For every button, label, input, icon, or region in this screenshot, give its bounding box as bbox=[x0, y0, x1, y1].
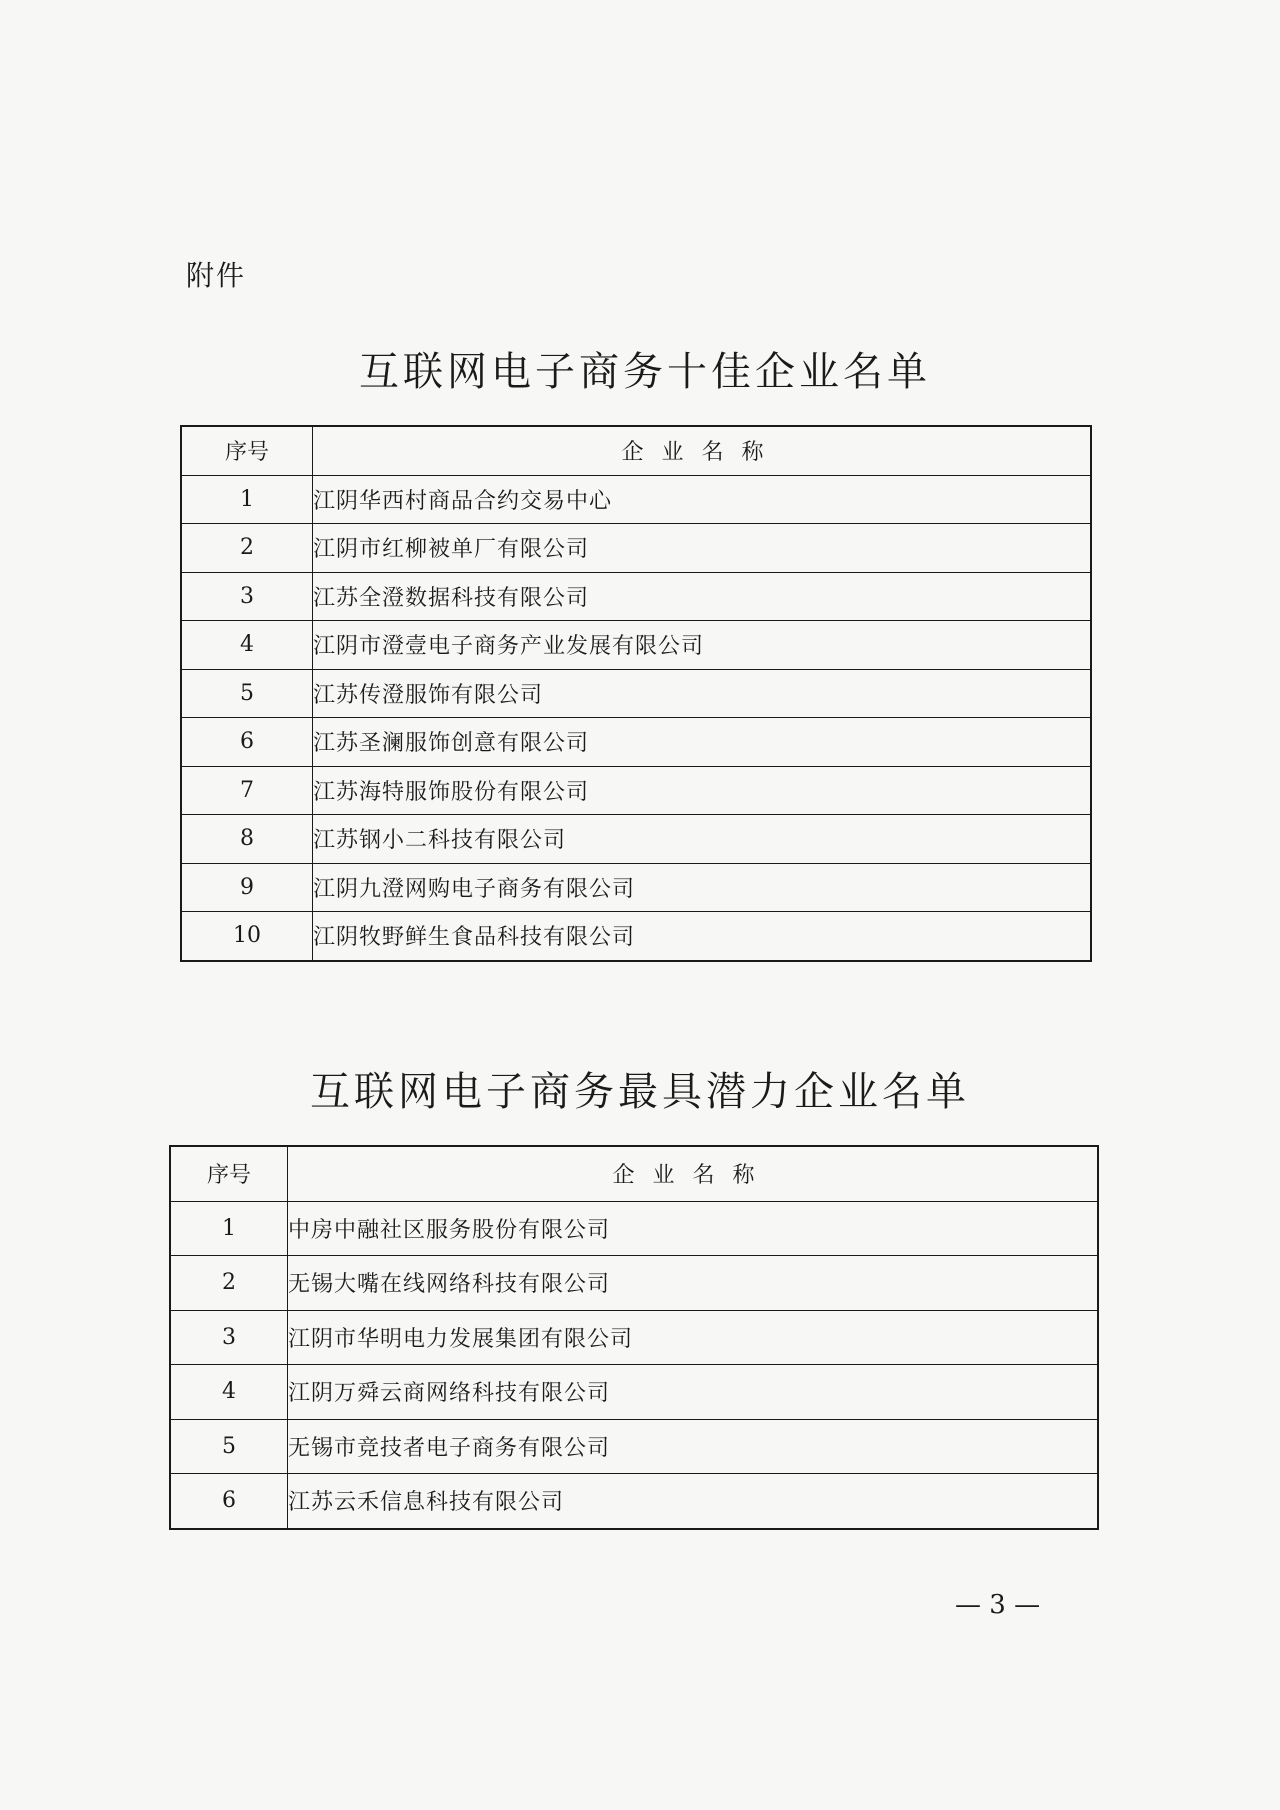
row-number: 4 bbox=[170, 1365, 288, 1420]
table-row bbox=[181, 475, 1091, 524]
company-name: 江阴万舜云商网络科技有限公司 bbox=[288, 1365, 1099, 1420]
company-name: 江苏圣澜服饰创意有限公司 bbox=[313, 718, 1092, 767]
table-row bbox=[181, 718, 1091, 767]
header-name: 企业名称 bbox=[288, 1146, 1099, 1201]
company-name: 无锡市竞技者电子商务有限公司 bbox=[288, 1419, 1099, 1474]
row-number: 8 bbox=[181, 815, 313, 864]
row-number: 1 bbox=[181, 475, 313, 524]
row-number: 3 bbox=[170, 1310, 288, 1365]
table-row bbox=[170, 1310, 1098, 1365]
company-name: 江阴牧野鲜生食品科技有限公司 bbox=[313, 912, 1092, 961]
section2-title: 互联网电子商务最具潜力企业名单 bbox=[310, 1069, 970, 1115]
table-row bbox=[170, 1474, 1098, 1529]
company-name: 江阴华西村商品合约交易中心 bbox=[313, 475, 1092, 524]
row-number: 1 bbox=[170, 1201, 288, 1256]
table-row bbox=[181, 912, 1091, 961]
table-row bbox=[181, 766, 1091, 815]
header-no: 序号 bbox=[170, 1146, 288, 1201]
company-name: 江苏云禾信息科技有限公司 bbox=[288, 1474, 1099, 1529]
header-name: 企业名称 bbox=[313, 426, 1092, 475]
section1-table bbox=[180, 425, 1092, 962]
table-row bbox=[170, 1256, 1098, 1311]
company-name: 江阴九澄网购电子商务有限公司 bbox=[313, 863, 1092, 912]
table-row bbox=[170, 1419, 1098, 1474]
table-row bbox=[170, 1365, 1098, 1420]
page-number: — 3 — bbox=[955, 1590, 1041, 1620]
header-no: 序号 bbox=[181, 426, 313, 475]
company-name: 无锡大嘴在线网络科技有限公司 bbox=[288, 1256, 1099, 1311]
company-name: 江阴市红柳被单厂有限公司 bbox=[313, 524, 1092, 573]
table-row bbox=[181, 524, 1091, 573]
row-number: 6 bbox=[170, 1474, 288, 1529]
table-header-row bbox=[181, 426, 1091, 475]
row-number: 10 bbox=[181, 912, 313, 961]
company-name: 江苏传澄服饰有限公司 bbox=[313, 669, 1092, 718]
company-name: 江阴市华明电力发展集团有限公司 bbox=[288, 1310, 1099, 1365]
company-name: 江苏钢小二科技有限公司 bbox=[313, 815, 1092, 864]
company-name: 江苏海特服饰股份有限公司 bbox=[313, 766, 1092, 815]
table-row bbox=[170, 1201, 1098, 1256]
table-row bbox=[181, 572, 1091, 621]
company-name: 中房中融社区服务股份有限公司 bbox=[288, 1201, 1099, 1256]
table-row bbox=[181, 815, 1091, 864]
table-row bbox=[181, 669, 1091, 718]
row-number: 9 bbox=[181, 863, 313, 912]
row-number: 5 bbox=[181, 669, 313, 718]
row-number: 3 bbox=[181, 572, 313, 621]
table-row bbox=[181, 863, 1091, 912]
attachment-label: 附件 bbox=[186, 259, 247, 292]
company-name: 江阴市澄壹电子商务产业发展有限公司 bbox=[313, 621, 1092, 670]
row-number: 6 bbox=[181, 718, 313, 767]
row-number: 7 bbox=[181, 766, 313, 815]
row-number: 5 bbox=[170, 1419, 288, 1474]
table-row bbox=[181, 621, 1091, 670]
row-number: 4 bbox=[181, 621, 313, 670]
row-number: 2 bbox=[170, 1256, 288, 1311]
company-name: 江苏全澄数据科技有限公司 bbox=[313, 572, 1092, 621]
section2-table bbox=[169, 1145, 1099, 1530]
row-number: 2 bbox=[181, 524, 313, 573]
table-header-row bbox=[170, 1146, 1098, 1201]
section1-title: 互联网电子商务十佳企业名单 bbox=[359, 349, 931, 395]
